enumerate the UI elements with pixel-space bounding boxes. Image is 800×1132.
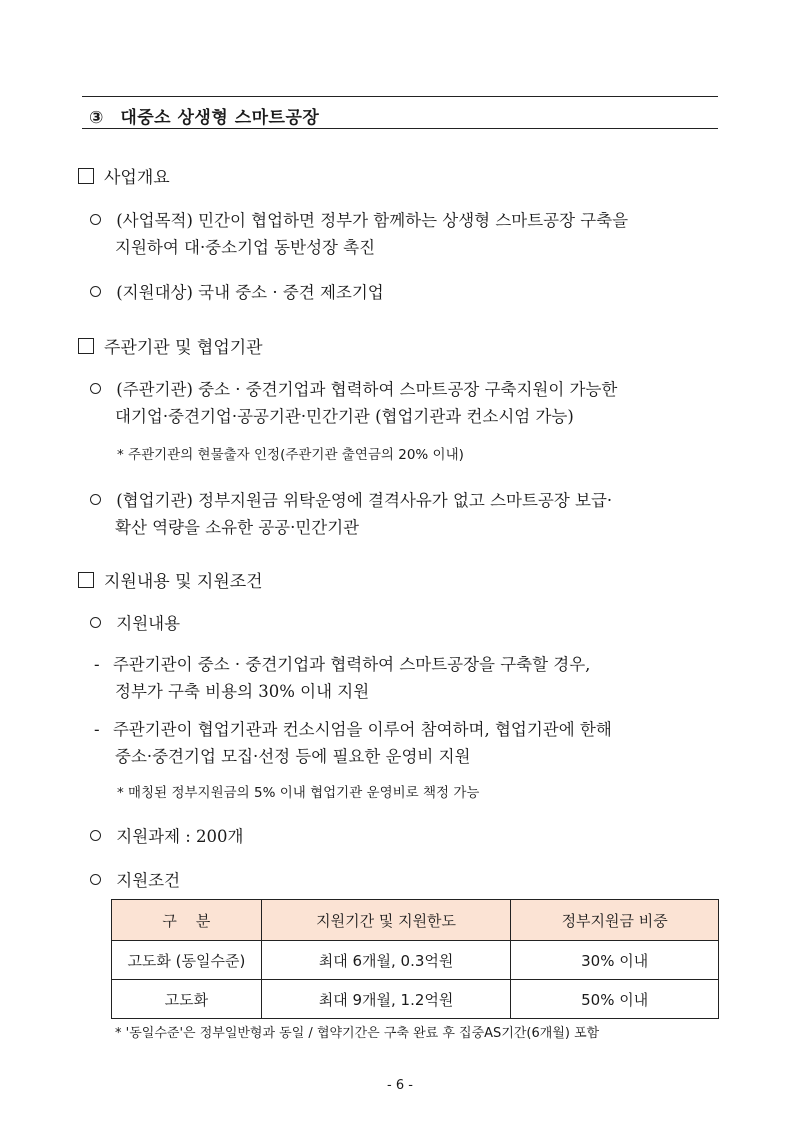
bullet-target: (지원대상) 국내 중소 · 중견 제조기업 — [90, 279, 384, 303]
dash-item-1: - 주관기관이 중소 · 중견기업과 협력하여 스마트공장을 구축할 경우, — [94, 655, 591, 674]
partner-line2: 확산 역량을 소유한 공공·민간기관 — [115, 518, 360, 537]
table-row — [112, 980, 719, 1019]
title-text: 대중소 상생형 스마트공장 — [120, 108, 320, 128]
circle-bullet-icon — [90, 383, 101, 394]
title-top-rule — [82, 96, 718, 97]
table-cell: 고도화 (동일수준) — [112, 941, 262, 980]
circle-bullet-icon — [90, 617, 101, 628]
dash-item-2: - 주관기관이 협업기관과 컨소시엄을 이루어 참여하며, 협업기관에 한해 — [94, 720, 612, 739]
item2-line2: 중소·중견기업 모집·선정 등에 필요한 운영비 지원 — [115, 747, 471, 766]
title-number: ③ — [89, 108, 104, 128]
section-title — [89, 103, 319, 128]
bullet-lead-agency: (주관기관) 중소 · 중견기업과 협력하여 스마트공장 구축지원이 가능한 — [90, 376, 617, 400]
circle-bullet-icon — [90, 286, 101, 297]
support-conditions-table — [111, 899, 719, 1019]
table-cell: 30% 이내 — [511, 941, 719, 980]
circle-bullet-icon — [90, 874, 101, 885]
table-note: * '동일수준'은 정부일반형과 동일 / 협약기간은 구축 완료 후 집중AS기간(6개월) 포함 — [115, 1026, 600, 1041]
table-header-cell: 구 분 — [112, 900, 262, 941]
item1-line2: 정부가 구축 비용의 30% 이내 지원 — [115, 682, 370, 701]
checkbox-square-icon — [78, 168, 94, 184]
table-cell: 고도화 — [112, 980, 262, 1019]
checkbox-square-icon — [78, 338, 94, 354]
dash-bullet-icon: - — [94, 720, 100, 739]
title-bottom-rule — [82, 128, 718, 129]
heading-agencies: 주관기관 및 협업기관 — [78, 333, 263, 358]
table-header-cell: 지원기간 및 지원한도 — [261, 900, 511, 941]
table-row — [112, 941, 719, 980]
table-cell: 최대 6개월, 0.3억원 — [261, 941, 511, 980]
table-cell: 50% 이내 — [511, 980, 719, 1019]
checkbox-square-icon — [78, 572, 94, 588]
bullet-tasks: 지원과제 : 200개 — [90, 823, 244, 847]
heading-overview: 사업개요 — [78, 163, 170, 188]
bullet-purpose: (사업목적) 민간이 협업하면 정부가 함께하는 상생형 스마트공장 구축을 — [90, 207, 628, 231]
purpose-line2: 지원하여 대·중소기업 동반성장 촉진 — [115, 238, 376, 257]
item2-note: * 매칭된 정부지원금의 5% 이내 협업기관 운영비로 책정 가능 — [117, 785, 480, 801]
dash-bullet-icon: - — [94, 655, 100, 674]
heading-support: 지원내용 및 지원조건 — [78, 567, 263, 592]
bullet-support-content: 지원내용 — [90, 610, 180, 634]
bullet-partner-agency: (협업기관) 정부지원금 위탁운영에 결격사유가 없고 스마트공장 보급· — [90, 487, 612, 511]
circle-bullet-icon — [90, 214, 101, 225]
circle-bullet-icon — [90, 494, 101, 505]
page-number: - 6 - — [387, 1078, 413, 1093]
lead-note: * 주관기관의 현물출자 인정(주관기관 출연금의 20% 이내) — [117, 447, 464, 463]
table-header-cell: 정부지원금 비중 — [511, 900, 719, 941]
table-cell: 최대 9개월, 1.2억원 — [261, 980, 511, 1019]
bullet-conditions: 지원조건 — [90, 867, 180, 891]
table-header-row — [112, 900, 719, 941]
lead-line2: 대기업·중견기업·공공기관·민간기관 (협업기관과 컨소시엄 가능) — [115, 407, 574, 426]
circle-bullet-icon — [90, 830, 101, 841]
